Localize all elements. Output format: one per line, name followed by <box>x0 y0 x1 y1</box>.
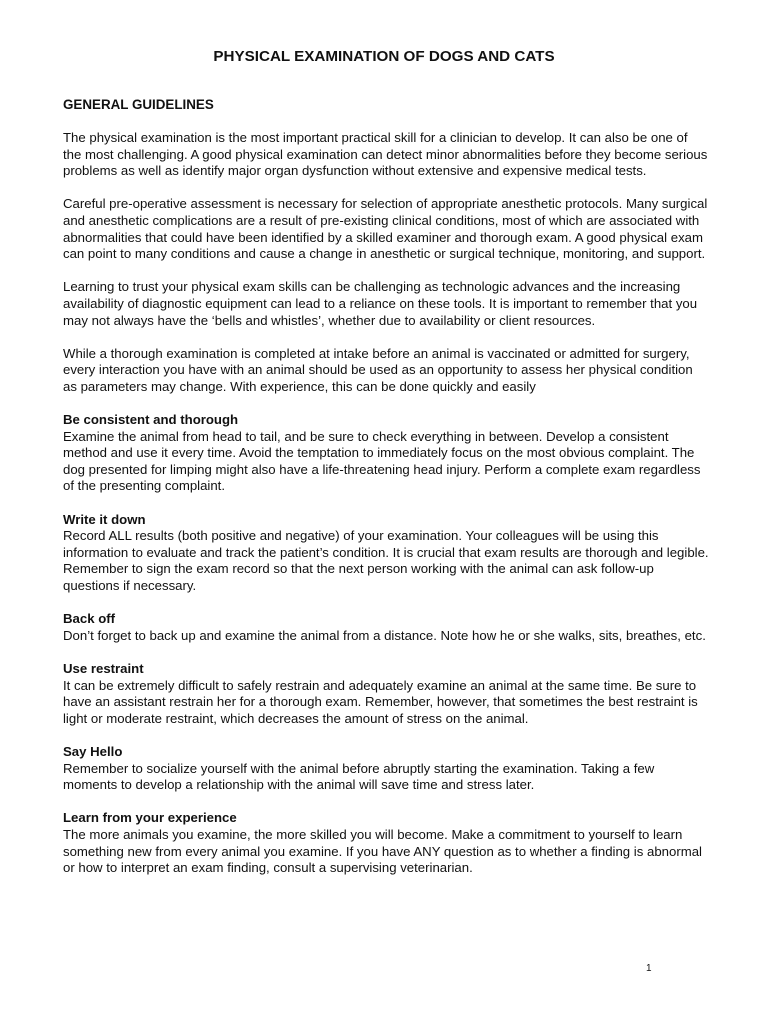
tip-body: Remember to socialize yourself with the animal before abruptly starting the examination. Taking a few moments to develop a relationship with the animal will save time and stress later. <box>63 760 655 793</box>
tip-heading: Write it down <box>63 511 146 527</box>
tip-body: The more animals you examine, the more skilled you will become. Make a commitment to yourself to learn something new from every animal you examine. If you have ANY question as to whether a finding is abnormal or how to interpret an exam finding, consult a supervising veterinarian. <box>63 826 702 876</box>
document-title: PHYSICAL EXAMINATION OF DOGS AND CATS <box>213 48 555 65</box>
tip-use-restraint <box>63 661 709 727</box>
tip-heading: Say Hello <box>63 743 123 759</box>
tip-back-off <box>63 611 709 644</box>
tip-write-it-down <box>63 512 709 595</box>
tip-body: Record ALL results (both positive and negative) of your examination. Your colleagues will be using this information to evaluate and track the patient’s condition. It is crucial that exam results are thorough and legible. Remember to sign the exam record so that the next person working with the animal can ask follow-up questions if necessary. <box>63 528 709 594</box>
tip-heading: Be consistent and thorough <box>63 412 239 428</box>
paragraph-every-interaction: While a thorough examination is completed at intake before an animal is vaccinated or admitted for surgery, every interaction you have with an animal should be used as an opportunity to assess her physical condition as parameters may change. With experience, this can be done quickly and easily <box>63 345 693 394</box>
paragraph-trust-exam-skills: Learning to trust your physical exam skills can be challenging as technologic advances and the increasing availability of diagnostic equipment can lead to a reliance on these tools. It is important to remember that you may not always have the ‘bells and whistles’, whether due to availability or client resources. <box>63 279 698 328</box>
paragraph-importance: The physical examination is the most important practical skill for a clinician to develop. It can also be one of the most challenging. A good physical examination can detect minor abnormalities before they become serious problems as well as identify major organ dysfunction without extensive and expensive medical tests. <box>63 130 708 179</box>
tip-body: Examine the animal from head to tail, and be sure to check everything in between. Develop a consistent method and use it every time. Avoid the temptation to immediately focus on the most obvious complaint. The dog presented for limping might also have a life-threatening head injury. Perform a complete exam regardless of the presenting complaint. <box>63 428 701 494</box>
tip-be-consistent <box>63 412 709 495</box>
tip-say-hello <box>63 744 709 794</box>
page-number: 1 <box>646 963 652 974</box>
document-body <box>63 96 709 893</box>
tip-body: It can be extremely difficult to safely restrain and adequately examine an animal at the same time. Be sure to have an assistant restrain her for a thorough exam. Remember, however, that sometimes the best restraint is light or moderate restraint, which decreases the amount of stress on the animal. <box>63 677 698 726</box>
paragraph-pre-operative-assessment: Careful pre-operative assessment is necessary for selection of appropriate anesthetic protocols. Many surgical and anesthetic complications are a result of pre-existing clinical conditions, most of which are associated with abnormalities that could have been identified by a skilled examiner and thorough exam. A good physical exam can point to many conditions and cause a change in anesthetic or surgical technique, monitoring, and support. <box>63 196 708 262</box>
tip-learn-from-experience <box>63 810 709 876</box>
section-heading-general-guidelines: GENERAL GUIDELINES <box>63 97 214 112</box>
tip-heading: Learn from your experience <box>63 810 237 826</box>
tip-body: Don’t forget to back up and examine the animal from a distance. Note how he or she walks, sits, breathes, etc. <box>63 627 706 643</box>
tip-heading: Back off <box>63 611 116 627</box>
tip-heading: Use restraint <box>63 661 144 676</box>
